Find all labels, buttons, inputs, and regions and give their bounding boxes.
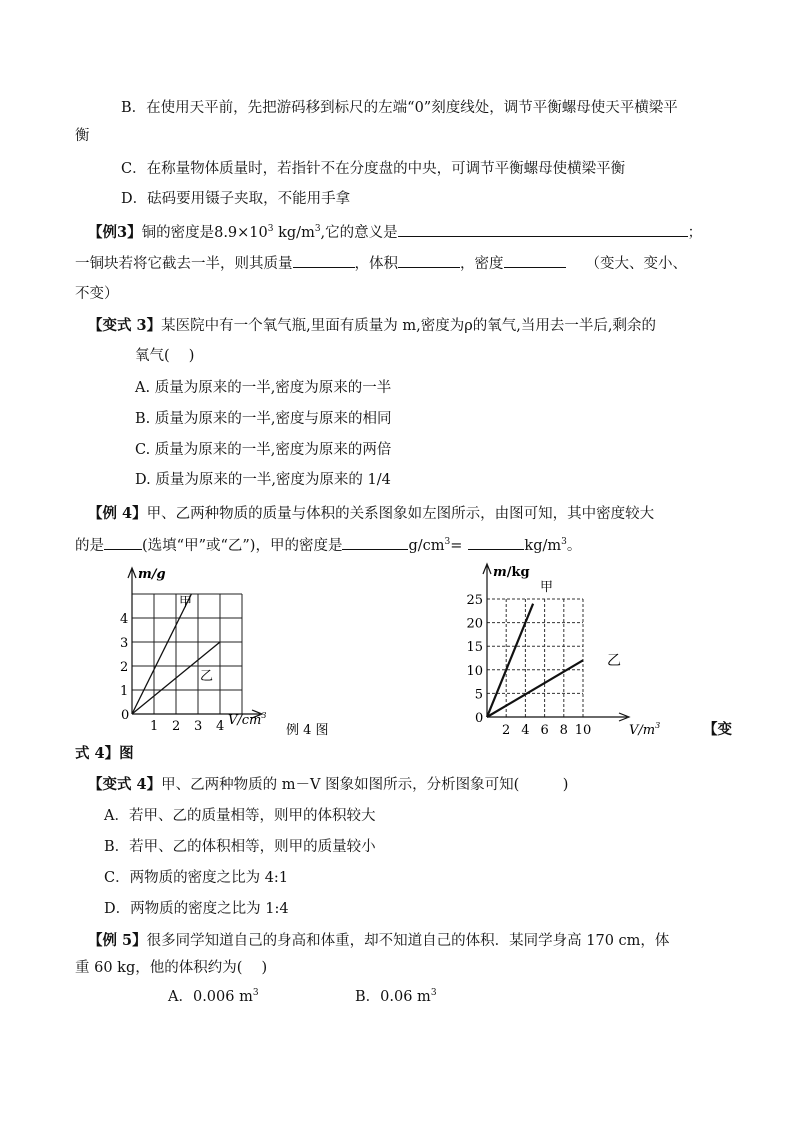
- option-c: C．在称量物体质量时，若指针不在分度盘的中央，可调节平衡螺母使横梁平衡: [121, 161, 626, 177]
- fig1-x-ticks: [150, 719, 224, 734]
- fig2-x-tick-label: 10: [574, 723, 592, 738]
- fig2-xlabel: $V/m^3$: [629, 721, 661, 738]
- example-5-line2: 重 60 kg，他的体积约为( ): [75, 960, 268, 976]
- fig1-x-tick-label: 4: [216, 719, 225, 734]
- fig2-ylabel: m/kg: [493, 565, 530, 580]
- fig1-caption: 例 4 图: [286, 723, 329, 738]
- fig1-origin: 0: [121, 708, 130, 723]
- variant-4-label: 【变式 4】: [88, 776, 162, 793]
- fig2-series-yi: [487, 660, 583, 717]
- variant-4-option-c: C．两物质的密度之比为 4:1: [104, 870, 289, 886]
- fig2-series: [487, 604, 583, 717]
- example-5-label: 【例 5】: [88, 932, 147, 949]
- fig2-axes: [483, 564, 629, 721]
- fig2-x-tick-label: 8: [559, 723, 568, 738]
- blank-volume: [398, 253, 460, 268]
- fig2-y-tick-label: 5: [474, 687, 483, 703]
- fig1-label-jia: 甲: [179, 595, 193, 610]
- blank-meaning: [398, 222, 688, 237]
- fig2-grid: [487, 599, 583, 717]
- variant-3-line1: 【变式 3】某医院中有一个氧气瓶,里面有质量为 m,密度为ρ的氧气,当用去一半后,剩余的: [88, 317, 656, 334]
- example-3-line2: 一铜块若将它截去一半，则其质量 ，体积 ，密度 （变大、变小、: [75, 253, 687, 274]
- fig1-y-tick-label: 4: [120, 612, 129, 627]
- option-b-line2: 衡: [75, 128, 90, 144]
- fig1-ylabel: m/g: [138, 567, 166, 582]
- example-3-line3: 不变）: [75, 286, 119, 302]
- example-4-label: 【例 4】: [88, 505, 147, 522]
- example-5-line1: 【例 5】很多同学知道自己的身高和体重，却不知道自己的体积．某同学身高 170 cm，体: [88, 932, 670, 949]
- variant-4-option-b: B．若甲、乙的体积相等，则甲的质量较小: [104, 839, 376, 855]
- blank-mass: [293, 253, 355, 268]
- fig2-y-tick-label: 25: [466, 593, 483, 608]
- fig2-origin: 0: [475, 711, 484, 726]
- blank-density: [504, 253, 566, 268]
- fig2-x-ticks: [502, 723, 591, 738]
- example-3-line1: 【例3】铜的密度是$8.9\times 10^3$ $kg/m^3$,它的意义是 ；: [88, 224, 703, 241]
- variant-4-line1: 【变式 4】甲、乙两种物质的 m－V 图象如图所示，分析图象可知( ): [88, 776, 569, 793]
- option-b-line1: B．在使用天平前，先把游码移到标尺的左端“0”刻度线处，调节平衡螺母使天平横梁平: [121, 100, 678, 116]
- blank-density-kgm3: [468, 535, 524, 550]
- variant-3-label: 【变式 3】: [88, 317, 162, 334]
- option-d: D．砝码要用镊子夹取，不能用手拿: [121, 191, 351, 207]
- fig2-x-tick-label: 6: [540, 723, 549, 738]
- fig2-label-jia: 甲: [540, 580, 554, 595]
- variant-3-option-a: A. 质量为原来的一半,密度为原来的一半: [135, 380, 392, 396]
- fig1-y-tick-label: 1: [120, 684, 129, 699]
- example-5-option-b: B．0.06 $m^3$: [355, 988, 437, 1005]
- example-4-line2: 的是 (选填“甲”或“乙”)，甲的密度是 $g/cm^3= kg/m^3$。: [75, 537, 582, 554]
- fig2-caption-part1: 【变: [703, 721, 732, 738]
- fig2-label-yi: 乙: [607, 653, 621, 669]
- fig1-label-yi: 乙: [200, 669, 214, 684]
- fig1-y-ticks: [120, 612, 128, 699]
- fig1-x-tick-label: 1: [150, 719, 159, 734]
- variant-3-option-d: D. 质量为原来的一半,密度为原来的 1/4: [135, 472, 391, 488]
- fig1-x-tick-label: 3: [194, 719, 203, 734]
- blank-density-gcm3: [342, 535, 408, 550]
- figure-variant-4: [455, 560, 661, 750]
- fig2-y-tick-label: 15: [466, 640, 483, 656]
- fig2-caption-part2: 式 4】图: [75, 745, 134, 762]
- fig1-xlabel: $V/cm^3$: [228, 711, 267, 728]
- variant-3-option-c: C. 质量为原来的一半,密度为原来的两倍: [135, 442, 392, 458]
- fig1-y-tick-label: 2: [120, 660, 129, 675]
- variant-3-option-b: B. 质量为原来的一半,密度与原来的相同: [135, 411, 392, 427]
- fig1-grid: [132, 594, 242, 714]
- fig2-y-ticks: [466, 593, 483, 702]
- fig1-x-tick-label: 2: [172, 719, 181, 734]
- figure-example-4: [110, 562, 330, 742]
- variant-4-option-d: D．两物质的密度之比为 1:4: [104, 901, 289, 917]
- fig2-series-jia: [487, 604, 533, 717]
- example-5-option-a: A．0.006 $m^3$: [168, 988, 259, 1005]
- example-3-label: 【例3】: [88, 224, 142, 241]
- fig1-series-jia: [132, 594, 191, 714]
- fig1-y-tick-label: 3: [120, 636, 129, 651]
- fig2-y-tick-label: 10: [466, 663, 483, 679]
- fig2-y-tick-label: 20: [466, 616, 483, 632]
- fig2-x-tick-label: 2: [502, 723, 511, 738]
- blank-denser: [104, 535, 142, 550]
- variant-4-option-a: A．若甲、乙的质量相等，则甲的体积较大: [104, 808, 376, 824]
- variant-3-line2: 氧气( ): [135, 348, 195, 364]
- example-4-line1: 【例 4】甲、乙两种物质的质量与体积的关系图象如左图所示，由图可知，其中密度较大: [88, 505, 655, 522]
- fig2-x-tick-label: 4: [521, 723, 530, 738]
